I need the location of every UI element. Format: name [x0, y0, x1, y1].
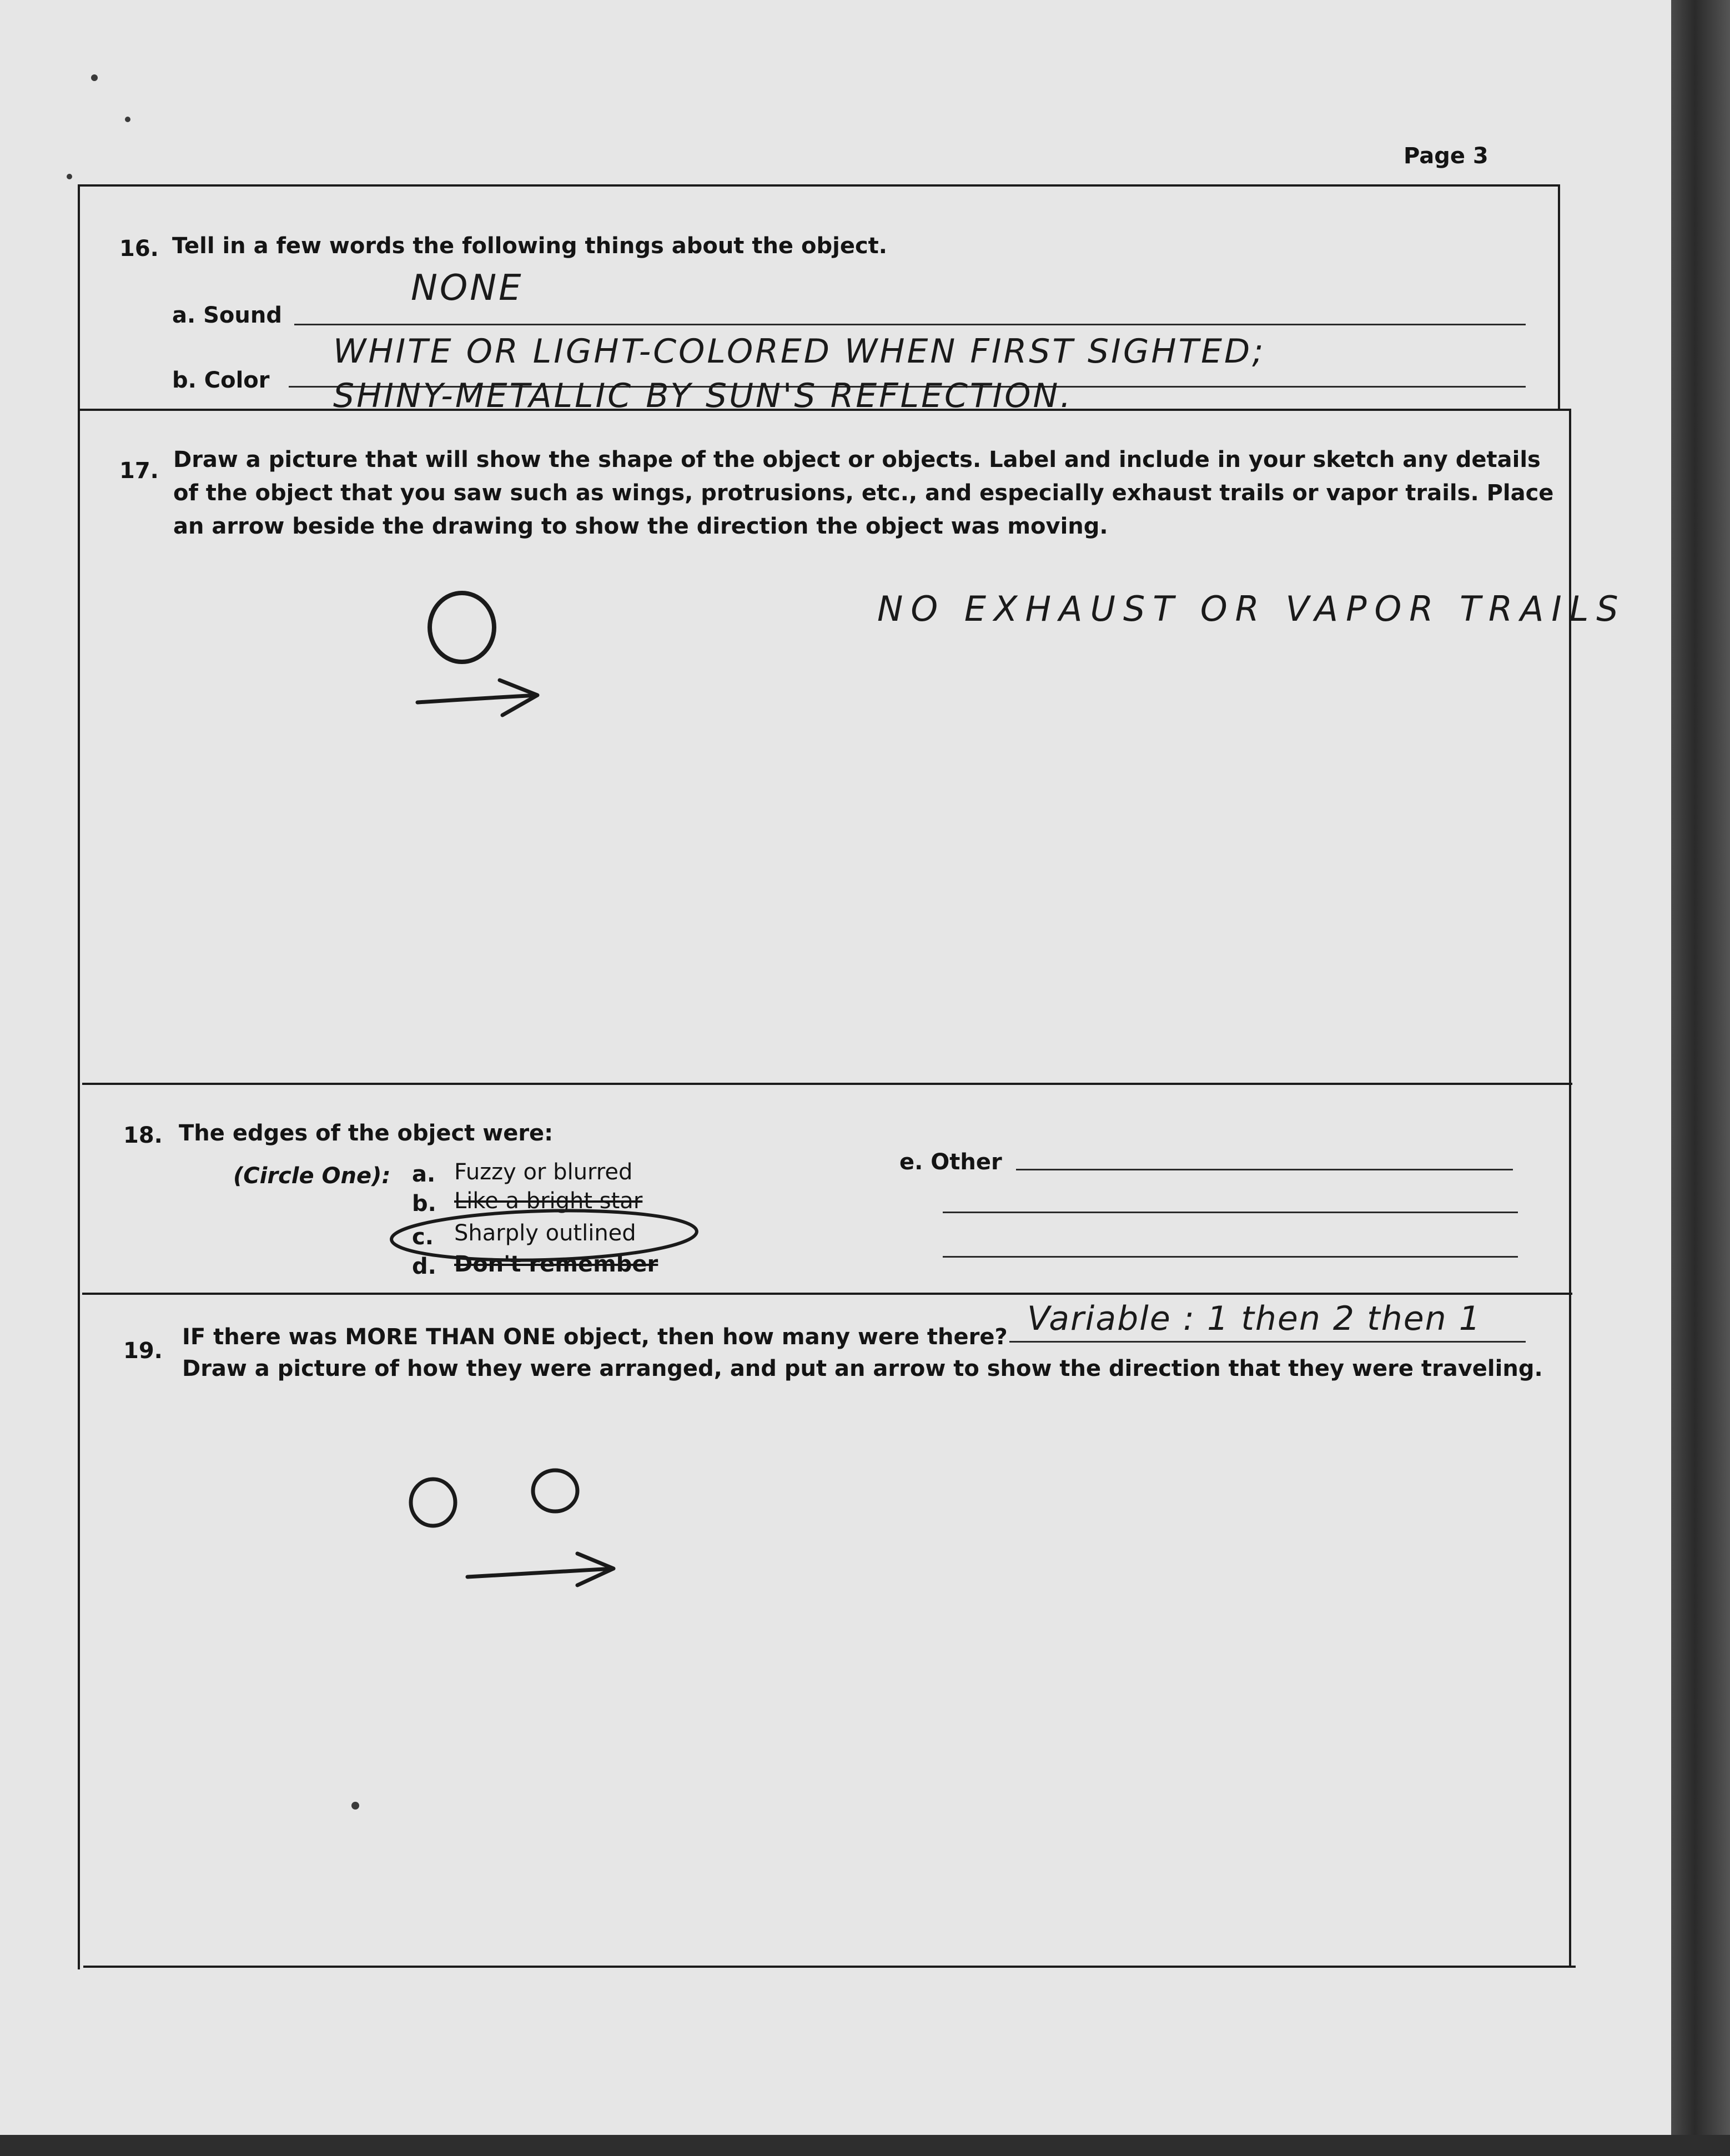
q17-prompt-line1: Draw a picture that will show the shape of the object or objects. Label and include in your sketch any details: [173, 447, 1541, 473]
page-number: Page 3: [1404, 143, 1488, 169]
q18-option-d-letter: d.: [412, 1254, 436, 1279]
q17-prompt-line3: an arrow beside the drawing to show the direction the object was moving.: [173, 514, 1108, 539]
scan-speck: [91, 74, 98, 81]
q17-prompt-line2: of the object that you saw such as wings, protrusions, etc., and especially exhaust trails or vapor trails. Place: [173, 480, 1554, 506]
q18-instruction: (Circle One):: [233, 1163, 391, 1189]
q18-number: 18.: [123, 1123, 163, 1148]
q16-a-answer: NONE: [411, 268, 524, 309]
q19-number: 19.: [123, 1338, 163, 1364]
scan-speck: [125, 117, 130, 122]
q18-option-b-text: Like a bright star: [454, 1188, 643, 1214]
q18-option-c-text: Sharply outlined: [454, 1220, 636, 1246]
q19-direction-arrow: [467, 1554, 613, 1585]
q18-option-c-letter: c.: [412, 1224, 434, 1250]
q16-b-answer-line1: WHITE OR LIGHT-COLORED WHEN FIRST SIGHTED;: [333, 332, 1266, 371]
q17-object-sketch: [430, 593, 494, 662]
q16-prompt: Tell in a few words the following things about the object.: [172, 233, 887, 259]
q18-other-label: e. Other: [899, 1149, 1002, 1175]
scan-speck: [351, 1802, 359, 1810]
q19-object-1-sketch: [411, 1479, 455, 1526]
q18-option-d-text: Don't remember: [454, 1252, 658, 1277]
q19-answer: Variable : 1 then 2 then 1: [1027, 1299, 1481, 1338]
q18-option-a-text: Fuzzy or blurred: [454, 1159, 633, 1185]
q17-number: 17.: [119, 458, 159, 484]
q16-b-answer-line2: SHINY-METALLIC BY SUN'S REFLECTION.: [333, 376, 1073, 415]
q19-prompt-part1: IF there was MORE THAN ONE object, then how many were there?: [182, 1324, 1008, 1350]
q19-object-2-sketch: [533, 1470, 577, 1511]
q17-direction-arrow: [418, 680, 537, 715]
q18-prompt: The edges of the object were:: [179, 1120, 554, 1146]
q17-sketch-note: NO EXHAUST OR VAPOR TRAILS: [877, 589, 1626, 629]
q16-number: 16.: [119, 236, 159, 262]
q16-a-label: a. Sound: [172, 303, 282, 328]
q18-answer-circle: [391, 1207, 697, 1264]
q19-prompt-line2: Draw a picture of how they were arranged, and put an arrow to show the direction that they were traveling.: [182, 1356, 1543, 1381]
q18-option-a-letter: a.: [412, 1162, 436, 1187]
q18-option-b-letter: b.: [412, 1191, 436, 1217]
scan-speck: [67, 174, 72, 179]
q16-b-label: b. Color: [172, 368, 270, 393]
